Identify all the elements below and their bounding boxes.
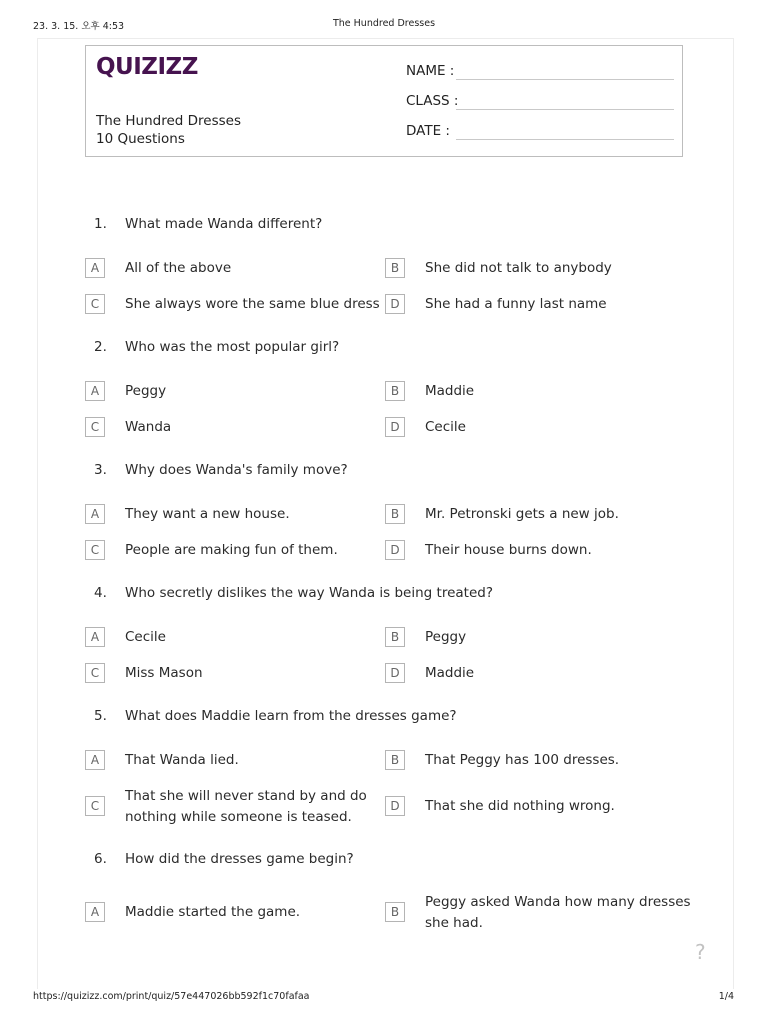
option-letter-box: C (85, 294, 105, 314)
question-text: How did the dresses game begin? (125, 851, 354, 867)
option-text: She did not talk to anybody (425, 260, 612, 276)
option-text: Maddie (425, 383, 475, 399)
option-letter-box: B (385, 902, 405, 922)
print-title: The Hundred Dresses (332, 18, 436, 29)
question-text: What does Maddie learn from the dresses game? (125, 708, 457, 724)
page-number: 1/4 (718, 991, 734, 1002)
question-number: 6. (94, 851, 107, 867)
option-letter-box: A (85, 381, 105, 401)
date-field[interactable] (406, 123, 674, 143)
option-text: Cecile (125, 629, 166, 645)
print-footer (0, 991, 768, 1005)
option-letter-box: B (385, 381, 405, 401)
option-letter-box: B (385, 627, 405, 647)
name-label: NAME : (406, 63, 455, 79)
option-letter-box: D (385, 540, 405, 560)
option-letter-box: A (85, 258, 105, 278)
question-number: 4. (94, 585, 107, 601)
option-text: Their house burns down. (425, 542, 592, 558)
option-letter-box: C (85, 796, 105, 816)
option-text: That she did nothing wrong. (425, 798, 615, 814)
option-text: Peggy (425, 629, 467, 645)
option-letter-box: B (385, 750, 405, 770)
option-letter-box: C (85, 663, 105, 683)
option-text: People are making fun of them. (125, 542, 338, 558)
option-text: Peggy asked Wanda how many dresses (425, 894, 691, 910)
option-text: Wanda (125, 419, 172, 435)
option-text: That Peggy has 100 dresses. (425, 752, 620, 768)
name-line (456, 79, 674, 80)
quizizz-logo: QUIZIZZ (96, 54, 198, 80)
option-text: All of the above (125, 260, 232, 276)
class-label: CLASS : (406, 93, 459, 109)
name-field[interactable] (406, 63, 674, 83)
worksheet-header (85, 45, 683, 157)
question-text: Why does Wanda's family move? (125, 462, 348, 478)
option-letter-box: C (85, 417, 105, 437)
option-text: They want a new house. (125, 506, 290, 522)
option-text: Peggy (125, 383, 167, 399)
option-letter-box: A (85, 504, 105, 524)
class-field[interactable] (406, 93, 674, 113)
date-line (456, 139, 674, 140)
question-number: 1. (94, 216, 107, 232)
question-number: 2. (94, 339, 107, 355)
option-letter-box: A (85, 627, 105, 647)
option-letter-box: D (385, 417, 405, 437)
option-letter-box: A (85, 902, 105, 922)
print-header (0, 18, 768, 32)
date-label: DATE : (406, 123, 450, 139)
option-letter-box: C (85, 540, 105, 560)
option-text-line-2: nothing while someone is teased. (125, 809, 352, 825)
option-text: Maddie (425, 665, 475, 681)
footer-url: https://quizizz.com/print/quiz/57e447026bb592f1c70fafaa (33, 991, 310, 1002)
option-text: Miss Mason (125, 665, 203, 681)
option-letter-box: D (385, 796, 405, 816)
question-text: What made Wanda different? (125, 216, 323, 232)
option-text: Mr. Petronski gets a new job. (425, 506, 619, 522)
question-number: 3. (94, 462, 107, 478)
option-letter-box: B (385, 504, 405, 524)
question-text: Who was the most popular girl? (125, 339, 340, 355)
option-text: That Wanda lied. (125, 752, 239, 768)
option-text-line-2: she had. (425, 915, 483, 931)
option-text: She always wore the same blue dress (125, 296, 380, 312)
option-text: That she will never stand by and do (125, 788, 367, 804)
option-letter-box: D (385, 294, 405, 314)
option-text: Maddie started the game. (125, 904, 301, 920)
class-line (456, 109, 674, 110)
option-letter-box: B (385, 258, 405, 278)
option-letter-box: D (385, 663, 405, 683)
option-text: She had a funny last name (425, 296, 607, 312)
print-date: 23. 3. 15. 오후 4:53 (33, 21, 125, 32)
question-number: 5. (94, 708, 107, 724)
help-icon[interactable]: ? (695, 940, 706, 964)
option-letter-box: A (85, 750, 105, 770)
question-count: 10 Questions (96, 131, 185, 147)
question-text: Who secretly dislikes the way Wanda is being treated? (125, 585, 493, 601)
quiz-title: The Hundred Dresses (96, 113, 242, 129)
option-text: Cecile (425, 419, 466, 435)
